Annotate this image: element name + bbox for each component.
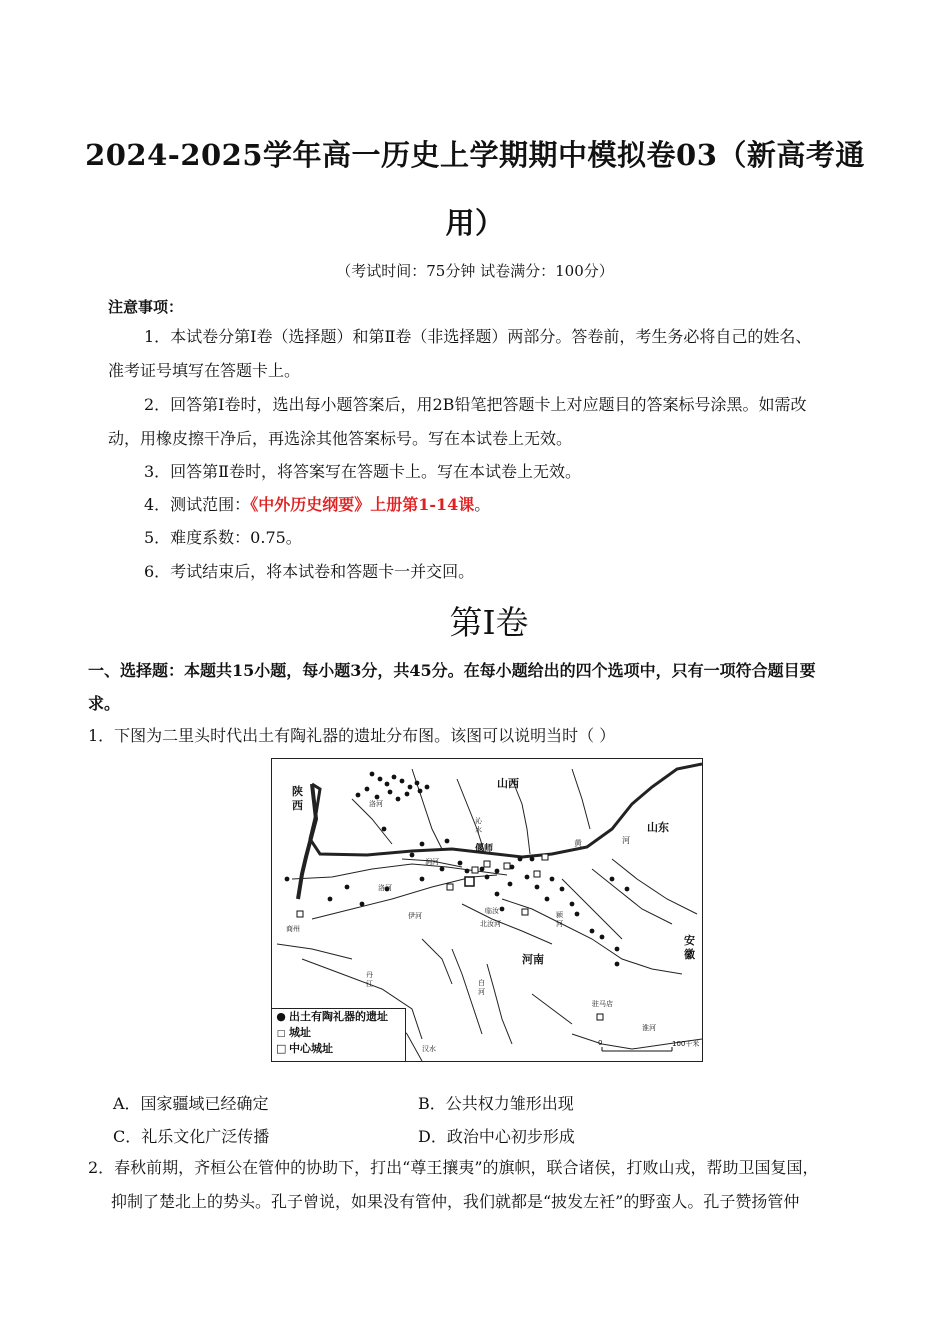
label-shaanxi: 陕西: [292, 785, 303, 812]
title-line-2: 用）: [445, 206, 505, 240]
section-1-line-2: 求。: [88, 694, 121, 713]
scale-zero: 0: [598, 1039, 603, 1047]
beiru-river: [462, 904, 552, 944]
label-yanshi: 偃师: [475, 844, 494, 854]
small-square-icon: □: [276, 1029, 286, 1039]
city-squares: [297, 854, 603, 1020]
notice-item-2-line-2: 动，用橡皮擦干净后，再选涂其他答案标号。写在本试卷上无效。: [108, 429, 573, 448]
map-legend: [272, 1008, 406, 1061]
legend-center-city-label: 中心城址: [289, 1042, 333, 1055]
legend-city-label: 城址: [289, 1026, 311, 1039]
label-beiruhe: 北汝河: [480, 920, 501, 928]
label-yihe: 伊河: [408, 912, 422, 920]
exam-info: （考试时间：75分钟 试卷满分：100分）: [336, 262, 614, 280]
option-c[interactable]: C．礼乐文化广泛传播: [113, 1127, 270, 1146]
label-henan: 河南: [522, 953, 544, 966]
option-d[interactable]: D．政治中心初步形成: [418, 1127, 575, 1146]
square-icon: □: [276, 1042, 287, 1055]
label-anhui: 安徽: [684, 934, 695, 961]
title-line-1: 2024-2025学年高一历史上学期期中模拟卷03（新高考通: [85, 138, 865, 172]
label-shanxi: 山西: [497, 777, 519, 790]
notice-item-3: 3．回答第Ⅱ卷时，将答案写在答题卡上。写在本试卷上无效。: [144, 462, 582, 481]
label-linru: 临汝: [485, 907, 499, 915]
label-qinshui: 沁水: [475, 817, 482, 834]
notice-item-6: 6．考试结束后，将本试卷和答题卡一并交回。: [144, 562, 475, 581]
notice-item-2-line-1: 2．回答第Ⅰ卷时，选出每小题答案后，用2B铅笔把答题卡上对应题目的答案标号涂黑。如需改: [144, 395, 807, 414]
site-distribution-map: [271, 758, 703, 1062]
scale-bar: [602, 1047, 672, 1051]
notice-item-4-suffix: 。: [474, 495, 491, 514]
question-2-line-1: 2．春秋前期，齐桓公在管仲的协助下，打出“尊王攘夷”的旗帜，联合诸侯，打败山戎，帮助卫国复国，: [88, 1158, 819, 1177]
label-huanghe-1: 黄: [574, 839, 582, 848]
legend-city: [272, 1025, 405, 1041]
dot-icon: ●: [276, 1010, 286, 1023]
notice-item-5: 5．难度系数：0.75。: [144, 528, 302, 547]
question-1-stem: 1．下图为二里头时代出土有陶礼器的遗址分布图。该图可以说明当时（ ）: [88, 726, 616, 745]
option-a[interactable]: A．国家疆域已经确定: [113, 1094, 269, 1113]
label-shangzhou: 商州: [286, 925, 300, 933]
notice-item-1-line-1: 1．本试卷分第Ⅰ卷（选择题）和第Ⅱ卷（非选择题）两部分。答卷前，考生务必将自己的姓名、: [144, 327, 812, 346]
label-jianhe: 涧河: [425, 858, 439, 866]
notice-item-4-prefix: 4．测试范围：: [144, 495, 251, 514]
notice-item-4: [144, 494, 490, 516]
label-shandong: 山东: [647, 821, 669, 834]
question-2-line-2: 抑制了楚北上的势头。孔子曾说，如果没有管仲，我们就都是“披发左衽”的野蛮人。孔子赞扬管仲: [111, 1192, 800, 1211]
label-baihe: 白河: [478, 979, 485, 996]
site-dots: [285, 772, 630, 967]
legend-site: [272, 1009, 405, 1025]
scale-label: 100千米: [672, 1040, 700, 1048]
bai-river: [487, 964, 512, 1044]
label-luohe: 洛河: [378, 884, 392, 892]
section-1-line-1: 一、选择题：本题共15小题，每小题3分，共45分。在每小题给出的四个选项中，只有一项符合题目要: [88, 661, 816, 680]
notice-item-1-line-2: 准考证号填写在答题卡上。: [108, 361, 301, 380]
test-scope: 《中外历史纲要》上册第1-14课: [250, 495, 475, 514]
label-zhumadian: 驻马店: [592, 1000, 613, 1008]
label-huanghe-2: 河: [622, 836, 630, 845]
volume-title: 第Ⅰ卷: [449, 603, 529, 642]
label-yinghe: 颍河: [556, 911, 563, 928]
legend-site-label: 出土有陶礼器的遗址: [289, 1010, 388, 1023]
legend-center-city: [272, 1041, 405, 1057]
label-danjiang: 丹江: [366, 971, 373, 988]
option-b[interactable]: B．公共权力雏形出现: [418, 1094, 574, 1113]
notice-heading: 注意事项：: [108, 298, 184, 316]
label-hanshui: 汉水: [422, 1045, 436, 1053]
center-city-square: [465, 877, 474, 886]
label-luohe-north: 洛河: [369, 800, 383, 808]
label-huaihe: 淮河: [642, 1024, 656, 1032]
